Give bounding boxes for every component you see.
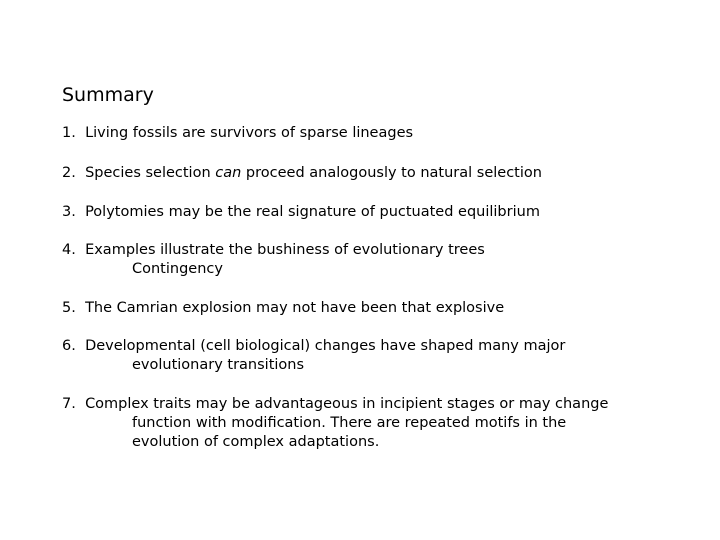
summary-item-3	[62, 203, 540, 222]
summary-item-5	[62, 299, 504, 318]
item-text: proceed analogously to natural selection	[241, 165, 542, 181]
item-number: 5.	[62, 300, 76, 316]
summary-item-6	[62, 337, 565, 375]
summary-item-1	[62, 124, 413, 143]
item-text-emphasis: can	[215, 165, 242, 181]
slide-title: Summary	[62, 84, 154, 106]
item-number: 3.	[62, 204, 76, 220]
summary-item-7	[62, 395, 608, 452]
summary-item-2	[62, 164, 542, 183]
item-number: 1.	[62, 125, 76, 141]
item-text: Living fossils are survivors of sparse lineages	[85, 125, 414, 141]
item-text: Species selection	[85, 165, 216, 181]
item-text: Polytomies may be the real signature of puctuated equilibrium	[85, 204, 540, 220]
item-text: Examples illustrate the bushiness of evolutionary trees	[85, 242, 485, 258]
item-number: 4.	[62, 242, 76, 258]
item-text: Complex traits may be advantageous in incipient stages or may change	[85, 396, 609, 412]
item-number: 6.	[62, 338, 76, 354]
item-text: Developmental (cell biological) changes have shaped many major	[85, 338, 566, 354]
item-continuation: evolution of complex adaptations.	[132, 434, 380, 450]
item-continuation: Contingency	[132, 261, 223, 277]
item-text: The Camrian explosion may not have been that explosive	[85, 300, 505, 316]
item-number: 2.	[62, 165, 76, 181]
item-continuation: evolutionary transitions	[132, 357, 305, 373]
item-number: 7.	[62, 396, 76, 412]
item-continuation: function with modification. There are repeated motifs in the	[132, 415, 567, 431]
summary-item-4	[62, 241, 485, 279]
